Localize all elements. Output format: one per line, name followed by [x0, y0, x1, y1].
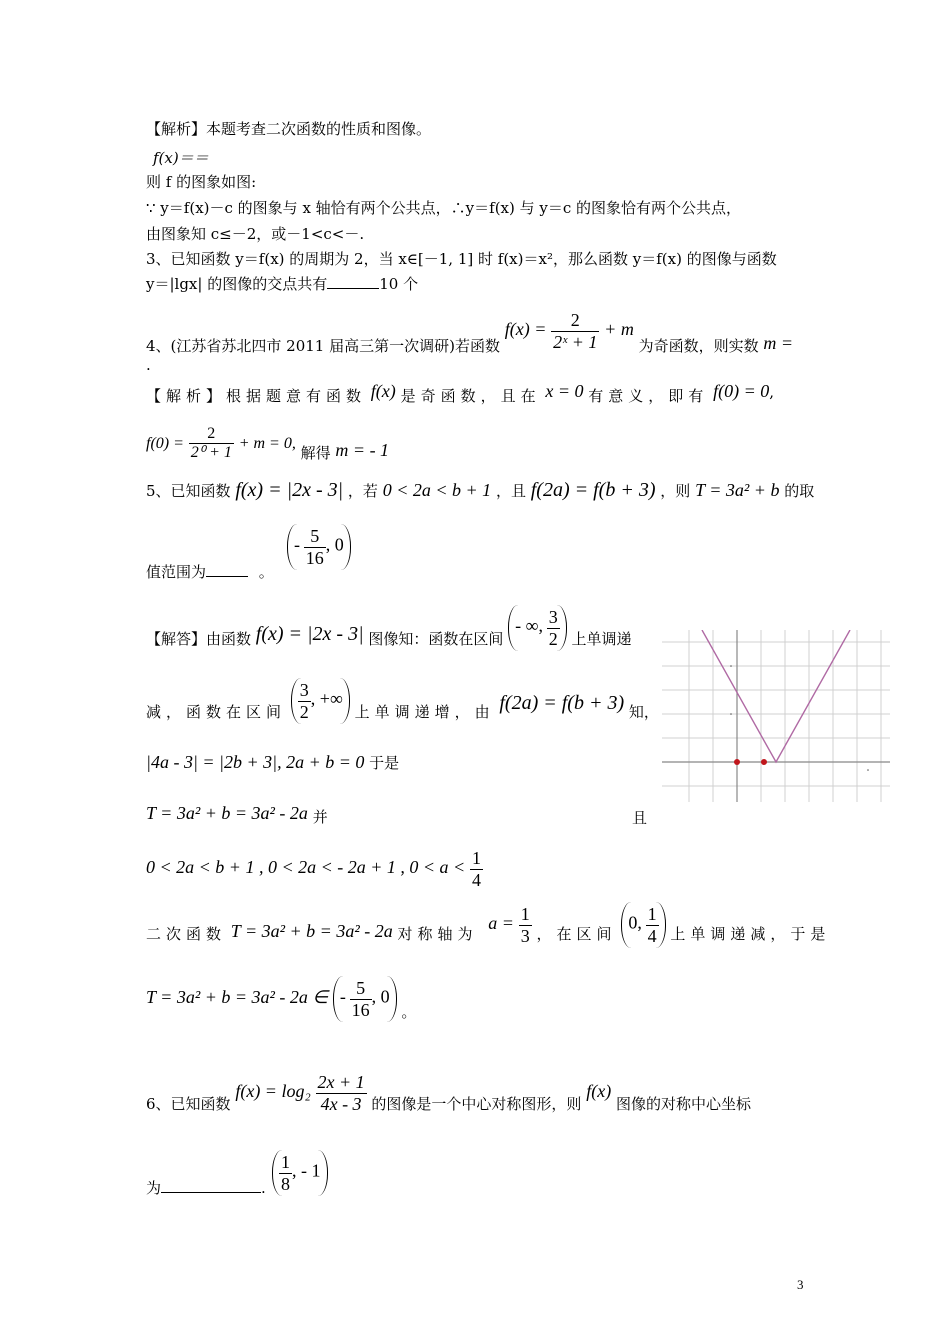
analysis-graph-note: 则 f 的图象如图:	[146, 173, 257, 191]
analysis-intersection: ∵ y＝f(x)－c 的图象与 x 轴恰有两个公共点，∴y＝f(x) 与 y＝c 的图象恰有两个公共点，	[146, 199, 742, 217]
abs-curve	[702, 630, 850, 762]
solution-line3: |4a - 3| = |2b + 3|, 2a + b = 0 于是	[146, 752, 400, 772]
analysis-conclusion: 由图象知 c≤－2，或－1<c<－.	[146, 225, 365, 243]
point-2	[761, 759, 767, 765]
question-6-answer: $\frac{1}{8}$ , - 1	[272, 1150, 328, 1196]
solution-and: 且	[632, 809, 648, 827]
solution-line6: 二次函数 T = 3a² + b = 3a² - 2a 对称轴为 a = $\frac{1}{3}$ ，在区间 0, $\frac{1}{4}$ 上单调递减，于是	[146, 902, 830, 948]
question-5-line2: 值范围为 。	[146, 563, 274, 581]
analysis-title: 【解析】本题考查二次函数的性质和图像。	[146, 120, 432, 138]
question-4: 4、(江苏省苏北四市 2011 届高三第一次调研)若函数 f(x) = $\frac{2}{\text{2ˣ + 1}}$ + m 为奇函数，则实数 m =	[146, 310, 794, 356]
question-6-line2: 为 .	[146, 1179, 266, 1197]
solution-line7: T = 3a² + b = 3a² - 2a ∈ - $\frac{5}{16}$ , 0 。	[146, 978, 417, 1022]
solution-line1: 【解答】由函数 f(x) = |2x - 3| 图像知：函数在区间 - ∞, $\frac{3}{2}$ 上单调递	[146, 605, 632, 651]
question-5-line1: 5、已知函数 f(x) = |2x - 3| ，若 0 < 2a < b + 1 ，且 f(2a) = f(b + 3) ，则 T = 3a² + b 的取	[146, 479, 815, 501]
solution-line4: T = 3a² + b = 3a² - 2a 并	[146, 803, 328, 826]
point-1	[734, 759, 740, 765]
solution-line5: 0 < 2a < b + 1 , 0 < 2a < - 2a + 1 , 0 < a < $\frac{1}{4}$	[146, 848, 481, 890]
question-6-line1: 6、已知函数 f(x) = log₂ $\frac{2x + 1}{4x - 3}$ 的图像是一个中心对称图形，则 f(x) 图像的对称中心坐标	[146, 1072, 751, 1114]
question-5-answer: - $\frac{5}{16}$ , 0	[287, 524, 351, 570]
question-4-analysis-1: 【解析】根据题意有函数 f(x) 是奇函数，且在 x = 0 有意义，即有 f(0) = 0,	[146, 381, 774, 405]
analysis-function: f(x)＝＝	[153, 149, 209, 167]
abs-function-graph	[662, 630, 890, 802]
question-3-line1: 3、已知函数 y＝f(x) 的周期为 2，当 x∈[－1, 1] 时 f(x)＝x²，那么函数 y＝f(x) 的图像与函数	[146, 250, 777, 268]
page-number: 3	[797, 1277, 804, 1292]
question-3-line2: y＝|lgx| 的图像的交点共有 10 个	[146, 275, 419, 293]
question-4-dot: .	[146, 356, 151, 374]
solution-line2: 减，函数在区间 $\frac{3}{2}$ , +∞ 上单调递增，由 f(2a) = f(b + 3) 知，	[146, 678, 659, 724]
question-4-analysis-2: f(0) = $\frac{2}{\text{2⁰ + 1}}$ + m = 0, 解得 m = - 1	[146, 425, 390, 462]
